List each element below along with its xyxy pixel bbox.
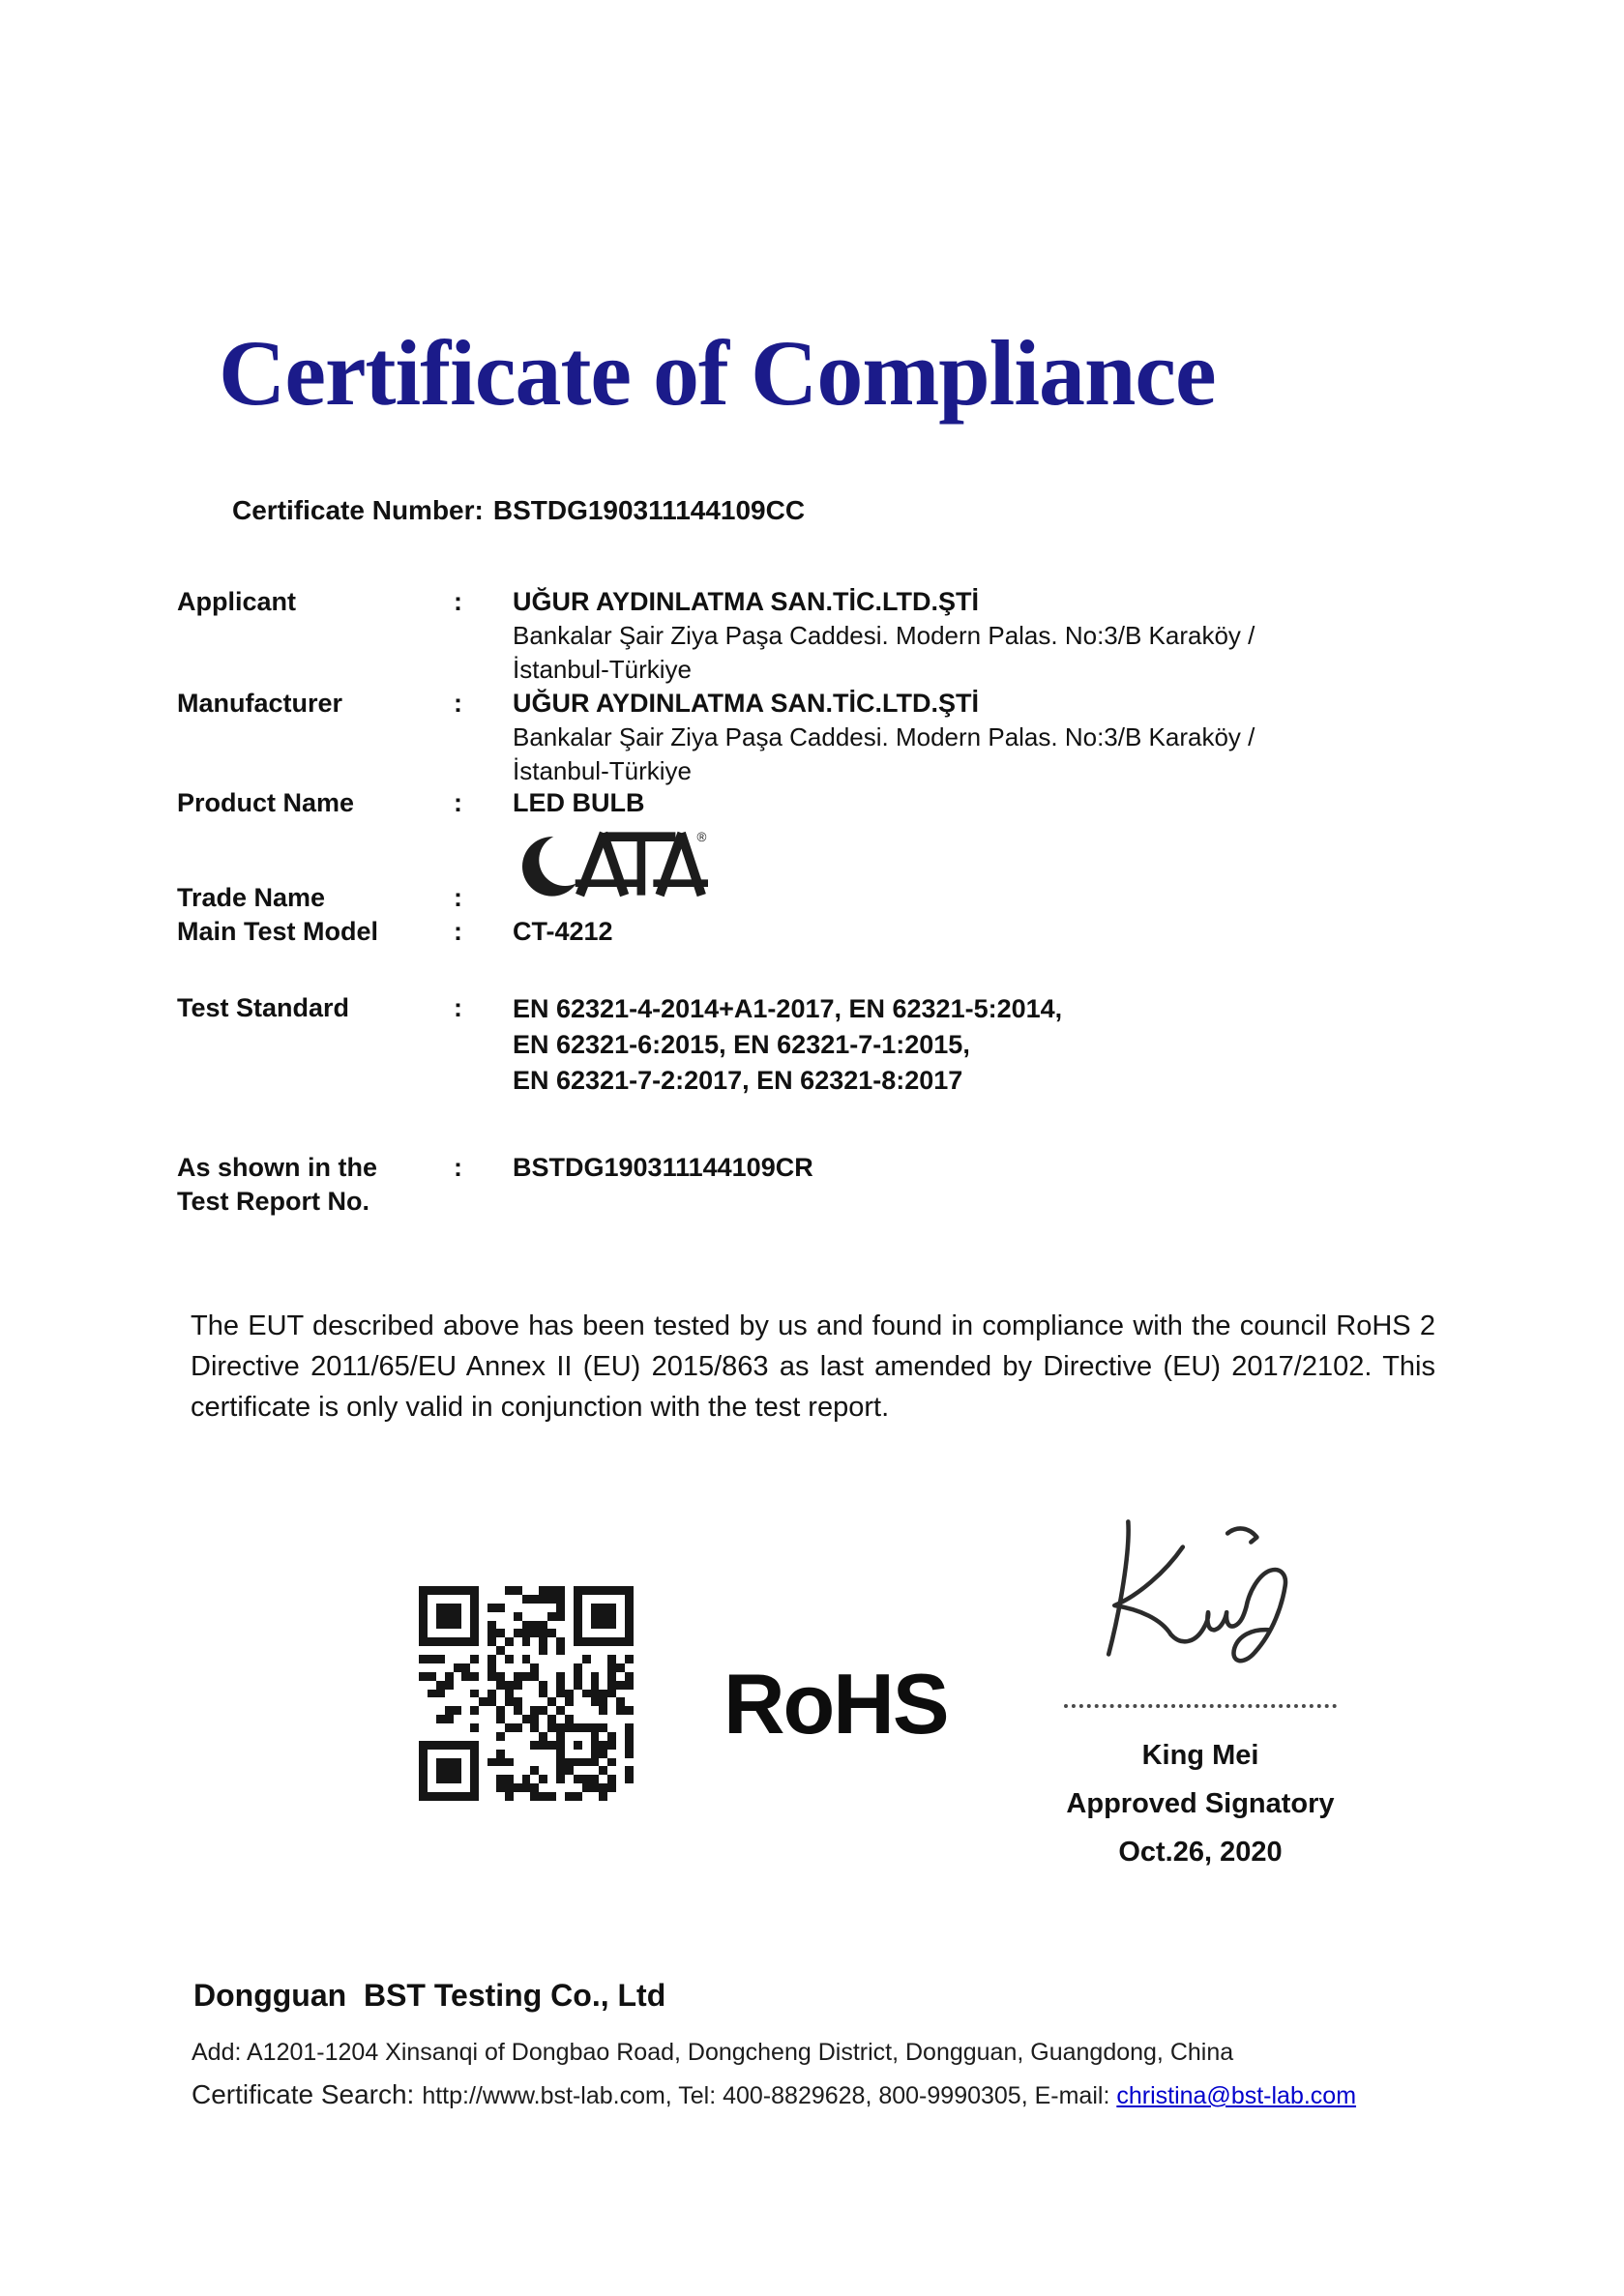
manufacturer-address-line2: İstanbul-Türkiye — [513, 756, 692, 785]
field-label-test-standard: Test Standard — [177, 993, 350, 1022]
colon: : — [454, 689, 462, 718]
certificate-number-label: Certificate Number: — [232, 495, 484, 525]
field-row-test-report — [177, 1151, 813, 1219]
test-standard-line3: EN 62321-7-2:2017, EN 62321-8:2017 — [513, 1066, 963, 1095]
certificate-search-label: Certificate Search: — [192, 2079, 415, 2109]
colon: : — [454, 587, 462, 616]
field-row-main-test-model — [177, 915, 613, 949]
field-value-main-test-model: CT-4212 — [513, 917, 613, 946]
field-row-test-standard — [177, 991, 1062, 1099]
field-row-manufacturer — [177, 687, 1255, 788]
applicant-address-line1: Bankalar Şair Ziya Paşa Caddesi. Modern Palas. No:3/B Karaköy / — [513, 621, 1255, 650]
test-standard-line2: EN 62321-6:2015, EN 62321-7-1:2015, — [513, 1030, 970, 1059]
contact-email-link[interactable]: christina@bst-lab.com — [1116, 2082, 1357, 2109]
signature-handwriting — [1085, 1507, 1329, 1696]
rohs-mark: RoHS — [723, 1656, 948, 1751]
field-value-product-name: LED BULB — [513, 788, 645, 817]
certificate-number-line — [232, 495, 805, 526]
field-row-applicant — [177, 585, 1255, 687]
field-value-manufacturer — [513, 687, 1255, 788]
field-label-main-test-model: Main Test Model — [177, 917, 379, 946]
field-label-trade-name: Trade Name — [177, 883, 326, 912]
certificate-search-line — [192, 2079, 1356, 2110]
signatory-date: Oct.26, 2020 — [1118, 1837, 1283, 1868]
qr-code — [419, 1586, 634, 1801]
lab-company-name: Dongguan BST Testing Co., Ltd — [193, 1978, 666, 2013]
field-row-product-name — [177, 786, 645, 820]
field-row-trade-name — [177, 881, 513, 915]
colon: : — [454, 1153, 462, 1182]
lab-address: Add: A1201-1204 Xinsanqi of Dongbao Road, Dongcheng District, Dongguan, Guangdong, China — [192, 2039, 1234, 2066]
compliance-statement: The EUT described above has been tested by us and found in compliance with the council RoHS 2 Directive 2011/65/EU Annex II (EU) 2015/863 as last amended by Directive (EU) 2017/2102. This certificate is only valid in conjunction with the test report. — [191, 1310, 1435, 1423]
colon: : — [454, 788, 462, 817]
field-value-test-report: BSTDG190311144109CR — [513, 1153, 813, 1182]
applicant-name: UĞUR AYDINLATMA SAN.TİC.LTD.ŞTİ — [513, 587, 979, 616]
colon: : — [454, 883, 462, 912]
field-label-applicant: Applicant — [177, 587, 297, 616]
signatory-block — [1030, 1731, 1371, 1876]
field-value-test-standard — [513, 991, 1062, 1099]
colon: : — [454, 917, 462, 946]
signature-dotted-line — [1064, 1683, 1337, 1708]
certificate-search-text: http://www.bst-lab.com, Tel: 400-8829628, 800-9990305, E-mail: — [422, 2082, 1110, 2109]
field-label-manufacturer: Manufacturer — [177, 689, 343, 718]
test-standard-line1: EN 62321-4-2014+A1-2017, EN 62321-5:2014, — [513, 994, 1063, 1023]
test-report-label-line1: As shown in the — [177, 1153, 378, 1182]
certificate-number-value: BSTDG190311144109CC — [492, 495, 806, 525]
test-report-label-line2: Test Report No. — [177, 1187, 370, 1216]
applicant-address-line2: İstanbul-Türkiye — [513, 655, 692, 684]
field-label-test-report — [177, 1151, 454, 1219]
signatory-name: King Mei — [1141, 1740, 1259, 1771]
manufacturer-address-line1: Bankalar Şair Ziya Paşa Caddesi. Modern Palas. No:3/B Karaköy / — [513, 722, 1255, 751]
signatory-title: Approved Signatory — [1066, 1788, 1335, 1819]
registered-mark: ® — [696, 829, 707, 844]
colon: : — [454, 993, 462, 1022]
page-title: Certificate of Compliance — [219, 321, 1216, 425]
field-label-product-name: Product Name — [177, 788, 355, 817]
field-value-applicant — [513, 585, 1255, 687]
cata-logo — [522, 828, 708, 899]
manufacturer-name: UĞUR AYDINLATMA SAN.TİC.LTD.ŞTİ — [513, 689, 979, 718]
